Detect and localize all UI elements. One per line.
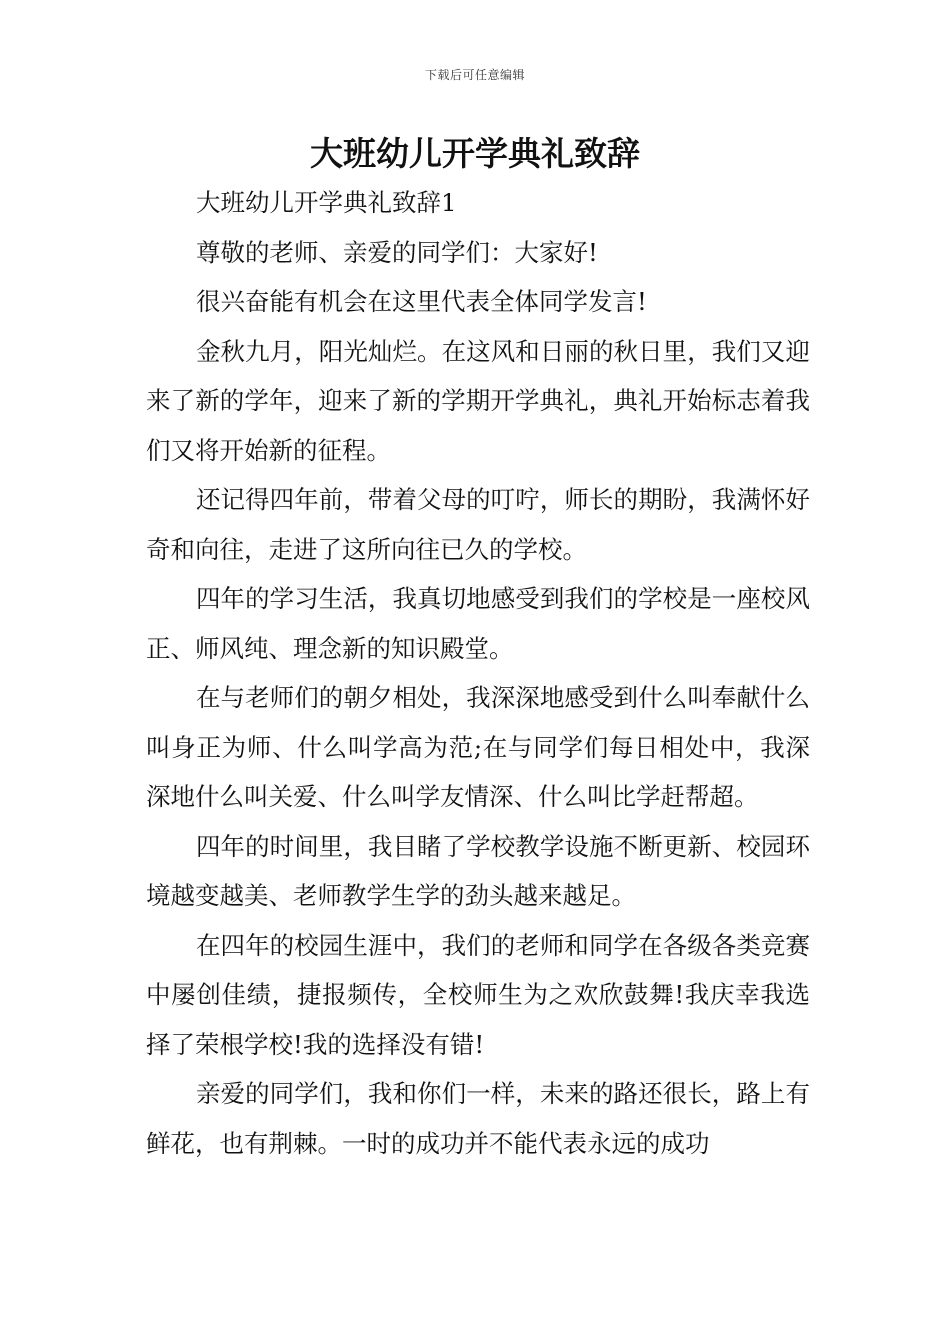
paragraph: 四年的学习生活，我真切地感受到我们的学校是一座校风正、师风纯、理念新的知识殿堂。 xyxy=(146,584,810,663)
paragraph: 金秋九月，阳光灿烂。在这风和日丽的秋日里，我们又迎来了新的学年，迎来了新的学期开学典礼，典礼开始标志着我们又将开始新的征程。 xyxy=(146,336,810,465)
paragraph: 在与老师们的朝夕相处，我深深地感受到什么叫奉献什么叫身正为师、什么叫学高为范;在与同学们每日相处中，我深深地什么叫关爱、什么叫学友情深、什么叫比学赶帮超。 xyxy=(146,683,810,811)
header-note: 下载后可任意编辑 xyxy=(424,68,525,82)
document-body xyxy=(146,178,810,1168)
paragraph: 四年的时间里，我目睹了学校教学设施不断更新、校园环境越变越美、老师教学生学的劲头越来越足。 xyxy=(146,831,810,910)
paragraph: 在四年的校园生涯中，我们的老师和同学在各级各类竞赛中屡创佳绩，捷报频传，全校师生为之欢欣鼓舞!我庆幸我选择了荣根学校!我的选择没有错! xyxy=(146,930,810,1059)
paragraph: 还记得四年前，带着父母的叮咛，师长的期盼，我满怀好奇和向往，走进了这所向往已久的学校。 xyxy=(146,485,810,564)
document-title: 大班幼儿开学典礼致辞 xyxy=(310,134,640,173)
paragraph: 很兴奋能有机会在这里代表全体同学发言! xyxy=(196,287,647,316)
paragraph-subtitle: 大班幼儿开学典礼致辞1 xyxy=(196,188,457,217)
paragraph-greeting: 尊敬的老师、亲爱的同学们：大家好! xyxy=(196,237,598,267)
paragraph: 亲爱的同学们，我和你们一样，未来的路还很长，路上有鲜花，也有荆棘。一时的成功并不能代表永远的成功 xyxy=(146,1079,810,1158)
